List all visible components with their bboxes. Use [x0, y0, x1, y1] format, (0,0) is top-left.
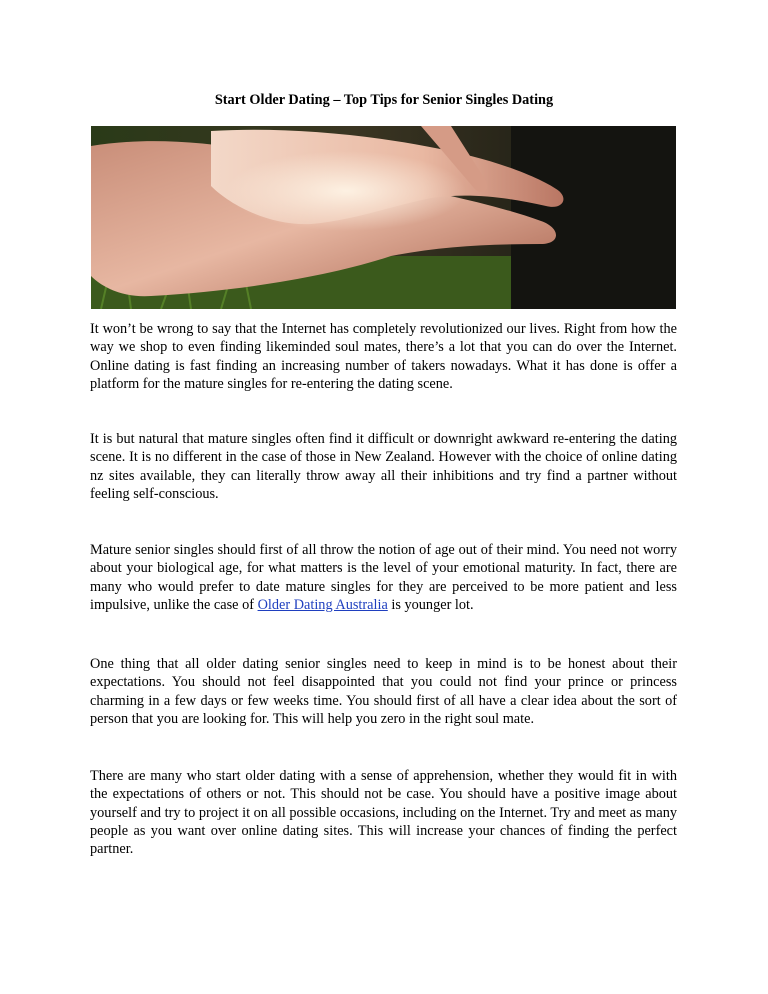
paragraph: It won’t be wrong to say that the Internet has completely revolutionized our lives. Right from how the way we shop to even finding likeminded soul mates, there’s a lot that you can do over the Internet. Online dating is fast finding an increasing number of takers nowadays. What it has done is offer a platform for the mature singles for re-entering the dating scene.	[90, 321, 677, 392]
paragraph: One thing that all older dating senior singles need to keep in mind is to be honest about their expectations. You should not feel disappointed that you could not find your prince or princess charming in a few days or few weeks time. You should first of all have a clear idea about the sort of person that you are looking for. This will help you zero in the right soul mate.	[90, 656, 677, 727]
paragraph: There are many who start older dating with a sense of apprehension, whether they would fit in with the expectations of others or not. This should not be case. You should have a positive image about yourself and try to project it on all possible occasions, including on the Internet. Try and meet as many people as you want over online dating sites. This will increase your chances of finding the perfect partner.	[90, 768, 677, 858]
hands-photo-illustration	[91, 126, 676, 309]
paragraph-text-after-link: is younger lot.	[387, 596, 474, 613]
hands-photo	[91, 126, 676, 309]
paragraph-with-link	[90, 541, 677, 614]
older-dating-australia-link[interactable]: Older Dating Australia	[257, 596, 388, 613]
paragraph-text-before-link: Mature senior singles should first of all throw the notion of age out of their mind. You need not worry about your biological age, for what matters is the level of your emotional maturity. In fact, there are many who would prefer to date mature singles for they are perceived to be more patient and less impulsive, unlike the case of	[90, 542, 677, 613]
paragraph: It is but natural that mature singles often find it difficult or downright awkward re-entering the dating scene. It is no different in the case of those in New Zealand. However with the choice of online dating nz sites available, they can literally throw away all their inhibitions and try find a partner without feeling self-conscious.	[90, 431, 677, 502]
document-title: Start Older Dating – Top Tips for Senior Singles Dating	[214, 92, 554, 108]
